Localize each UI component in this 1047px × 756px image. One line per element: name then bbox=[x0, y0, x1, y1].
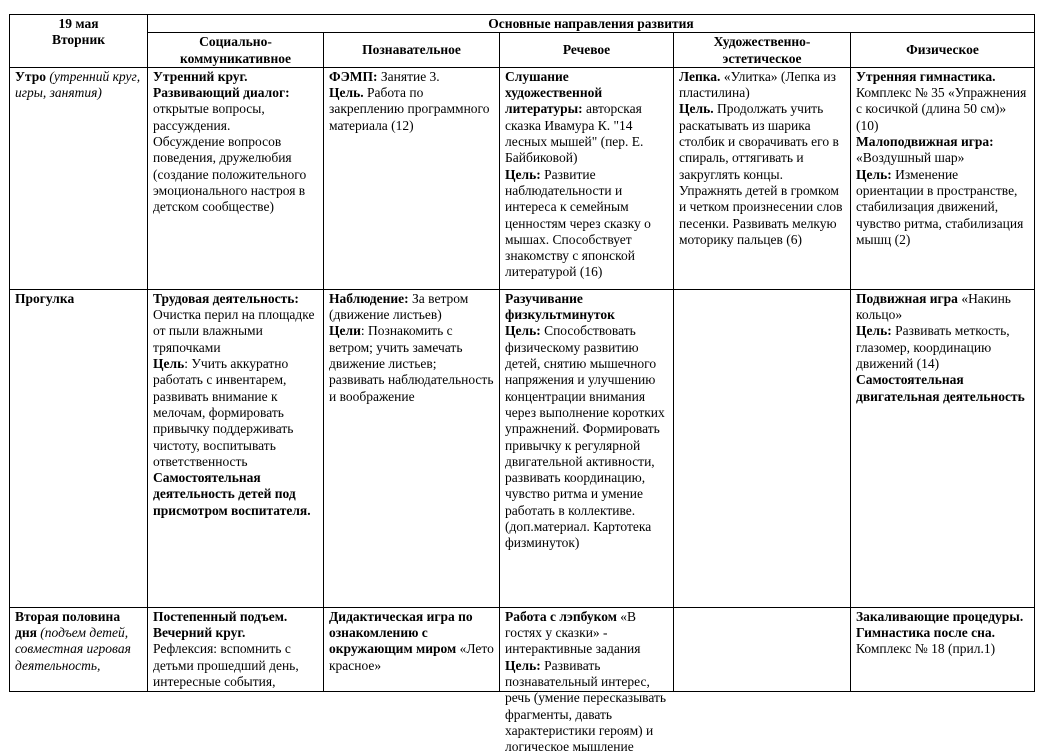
paragraph-heading: Цели bbox=[329, 323, 361, 339]
column-header: Социально-коммуникативное bbox=[148, 33, 324, 68]
paragraph-heading: Гимнастика после сна. bbox=[856, 625, 996, 641]
paragraph-heading: Слушание художественной литературы: bbox=[505, 68, 603, 117]
paragraph-heading: ФЭМП: bbox=[329, 68, 378, 84]
paragraph-text: открытые вопросы, рассуждения. bbox=[153, 101, 265, 133]
activity-cell bbox=[500, 289, 674, 607]
paragraph-heading: Самостоятельная деятельность детей под присмотром воспитателя. bbox=[153, 470, 311, 518]
cell-paragraph bbox=[856, 291, 1029, 324]
cell-paragraph bbox=[856, 69, 1029, 134]
paragraph-text: Очистка перил на площадке от пыли влажными тряпочками bbox=[153, 307, 315, 355]
cell-paragraph bbox=[505, 69, 668, 167]
plan-body bbox=[10, 67, 1035, 755]
cell-paragraph bbox=[153, 470, 318, 519]
paragraph-heading: Развивающий диалог: bbox=[153, 85, 290, 101]
paragraph-heading: Лепка. bbox=[679, 68, 721, 84]
activity-cell bbox=[674, 607, 851, 691]
activity-cell bbox=[324, 67, 500, 289]
plan-table bbox=[9, 14, 1035, 755]
paragraph-text: «Воздушный шар» bbox=[856, 150, 965, 166]
cell-paragraph bbox=[505, 658, 668, 756]
paragraph-heading: Цель: bbox=[856, 166, 892, 182]
paragraph-text: Комплекс № 35 «Упражнения с косичкой (длина 50 см)» (10) bbox=[856, 85, 1027, 133]
directions-header: Основные направления развития bbox=[148, 15, 1035, 33]
activity-cell bbox=[324, 607, 500, 691]
cell-paragraph bbox=[679, 69, 845, 102]
activity-cell bbox=[148, 289, 324, 607]
table-row bbox=[10, 289, 1035, 607]
paragraph-heading: Самостоятельная двигательная деятельность bbox=[856, 372, 1025, 404]
paragraph-text: Изменение ориентации в пространстве, стабилизация движений, чувство ритма, стабилизация мышц (2) bbox=[856, 166, 1024, 247]
paragraph-text: «Накинь кольцо» bbox=[856, 290, 1011, 323]
paragraph-heading: Цель: bbox=[505, 323, 541, 339]
paragraph-text: : Познакомить с ветром; учить замечать движение листьев; развивать наблюдательность и воображение bbox=[329, 323, 494, 404]
cell-paragraph bbox=[856, 609, 1029, 625]
cell-paragraph bbox=[856, 372, 1029, 405]
activity-cell bbox=[674, 67, 851, 289]
activity-cell bbox=[851, 607, 1035, 691]
column-header: Художественно-эстетическое bbox=[674, 33, 851, 68]
activity-cell bbox=[148, 67, 324, 289]
paragraph-text: Обсуждение вопросов поведения, дружелюбия (создание положительного эмоционального настроя в детском сообществе) bbox=[153, 134, 307, 215]
activity-cell bbox=[674, 289, 851, 607]
column-header: Познавательное bbox=[324, 33, 500, 68]
cell-paragraph bbox=[153, 69, 318, 85]
paragraph-text: Способствовать физическому развитию детей, снятию мышечного напряжения и улучшению концентрации внимания через выполнение коротких упражнений. Формировать привычку к регулярной двигательной активности, развивать координацию, чувство ритма и умение работать в коллективе. (доп.материал. Картотека физминуток) bbox=[505, 323, 665, 551]
activity-cell bbox=[148, 607, 324, 691]
paragraph-heading: Вечерний круг. bbox=[153, 625, 246, 641]
activity-cell bbox=[500, 607, 674, 755]
row-label-note: (подъем детей, совместная игровая деятельность, bbox=[15, 625, 131, 673]
cell-paragraph bbox=[329, 85, 494, 134]
paragraph-heading: Постепенный подъем. bbox=[153, 608, 288, 624]
cell-paragraph bbox=[505, 167, 668, 281]
cell-paragraph bbox=[153, 356, 318, 470]
paragraph-text: Развивать познавательный интерес, речь (умение пересказывать фрагменты, давать характеристики героям) и логическое мышление bbox=[505, 657, 667, 755]
paragraph-text: Развивать меткость, глазомер, координацию движений (14) bbox=[856, 323, 1010, 372]
paragraph-heading: Работа с лэпбуком bbox=[505, 608, 617, 624]
paragraph-heading: Цель: bbox=[505, 166, 541, 182]
cell-paragraph bbox=[329, 291, 494, 324]
cell-paragraph bbox=[856, 134, 1029, 167]
row-label: Прогулка bbox=[15, 290, 75, 306]
paragraph-text: Работа по закреплению программного материала (12) bbox=[329, 85, 490, 133]
cell-paragraph bbox=[153, 609, 318, 625]
activity-cell bbox=[324, 289, 500, 607]
cell-paragraph bbox=[856, 167, 1029, 248]
paragraph-heading: Цель bbox=[153, 356, 185, 372]
row-label: Утро bbox=[15, 68, 46, 84]
column-header: Физическое bbox=[851, 33, 1035, 68]
row-label-cell bbox=[10, 289, 148, 607]
paragraph-heading: Подвижная игра bbox=[856, 290, 958, 306]
activity-cell bbox=[851, 67, 1035, 289]
paragraph-text: Развитие наблюдательности и интереса к семейным ценностям через сказку о мышах. Способствует знакомству с японской литературой (16) bbox=[505, 166, 651, 280]
paragraph-text: : Учить аккуратно работать с инвентарем, развивать внимание к мелочам, формировать привычку поддерживать чистоту, воспитывать ответственность bbox=[153, 356, 294, 469]
table-row bbox=[10, 607, 1035, 691]
paragraph-heading: Разучивание физкультминуток bbox=[505, 290, 615, 323]
paragraph-heading: Малоподвижная игра: bbox=[856, 134, 994, 150]
paragraph-heading: Наблюдение: bbox=[329, 290, 409, 306]
paragraph-heading: Трудовая деятельность: bbox=[153, 290, 299, 306]
cell-paragraph bbox=[329, 69, 494, 85]
paragraph-heading: Утренний круг. bbox=[153, 68, 248, 84]
paragraph-text: Занятие 3. bbox=[377, 68, 440, 84]
day-weekday: Вторник bbox=[51, 32, 106, 48]
paragraph-heading: Закаливающие процедуры. bbox=[856, 608, 1024, 624]
paragraph-text: «Улитка» (Лепка из пластилина) bbox=[679, 68, 836, 101]
cell-paragraph bbox=[153, 85, 318, 134]
cell-paragraph bbox=[153, 291, 318, 356]
activity-cell bbox=[851, 289, 1035, 607]
paragraph-heading: Цель: bbox=[505, 657, 541, 673]
paragraph-text: авторская сказка Ивамура К. "14 лесных мышей" (пер. Е. Байбиковой) bbox=[505, 101, 644, 166]
cell-paragraph bbox=[153, 625, 318, 641]
cell-paragraph bbox=[505, 609, 668, 658]
paragraph-text: За ветром (движение листьев) bbox=[329, 290, 469, 323]
paragraph-heading: Цель. bbox=[679, 101, 714, 117]
paragraph-heading: Утренняя гимнастика. bbox=[856, 68, 996, 84]
cell-paragraph bbox=[856, 625, 1029, 658]
activity-cell bbox=[500, 67, 674, 289]
row-label-note: (утренний круг, игры, занятия) bbox=[15, 68, 141, 101]
cell-paragraph bbox=[153, 134, 318, 215]
column-header: Речевое bbox=[500, 33, 674, 68]
table-row bbox=[10, 67, 1035, 289]
day-header bbox=[10, 15, 148, 68]
paragraph-text: «Лето красное» bbox=[329, 641, 494, 673]
paragraph-heading: Дидактическая игра по ознакомлению с окружающим миром bbox=[329, 608, 473, 657]
cell-paragraph bbox=[505, 291, 668, 324]
cell-paragraph bbox=[856, 323, 1029, 372]
paragraph-heading: Цель: bbox=[856, 323, 892, 339]
row-label-cell bbox=[10, 607, 148, 691]
paragraph-text: Рефлексия: вспомнить с детьми прошедший день, интересные события, bbox=[153, 641, 299, 690]
paragraph-text: Продолжать учить раскатывать из шарика столбик и сворачивать его в спираль, оттягивать и закруглять концы. Упражнять детей в громком и четком произнесении слов песенки. Развивать мелкую моторику пальцев (6) bbox=[679, 101, 843, 247]
paragraph-heading: Цель. bbox=[329, 85, 364, 101]
cell-paragraph bbox=[153, 641, 318, 690]
paragraph-text: Комплекс № 18 (прил.1) bbox=[856, 641, 996, 657]
row-label: Вторая половина дня bbox=[15, 608, 121, 641]
cell-paragraph bbox=[679, 101, 845, 248]
paragraph-text: «В гостях у сказки» - интерактивные задания bbox=[505, 608, 641, 657]
cell-paragraph bbox=[329, 323, 494, 404]
cell-paragraph bbox=[505, 323, 668, 551]
cell-paragraph bbox=[329, 609, 494, 674]
row-label-cell bbox=[10, 67, 148, 289]
day-date: 19 мая bbox=[58, 16, 99, 31]
